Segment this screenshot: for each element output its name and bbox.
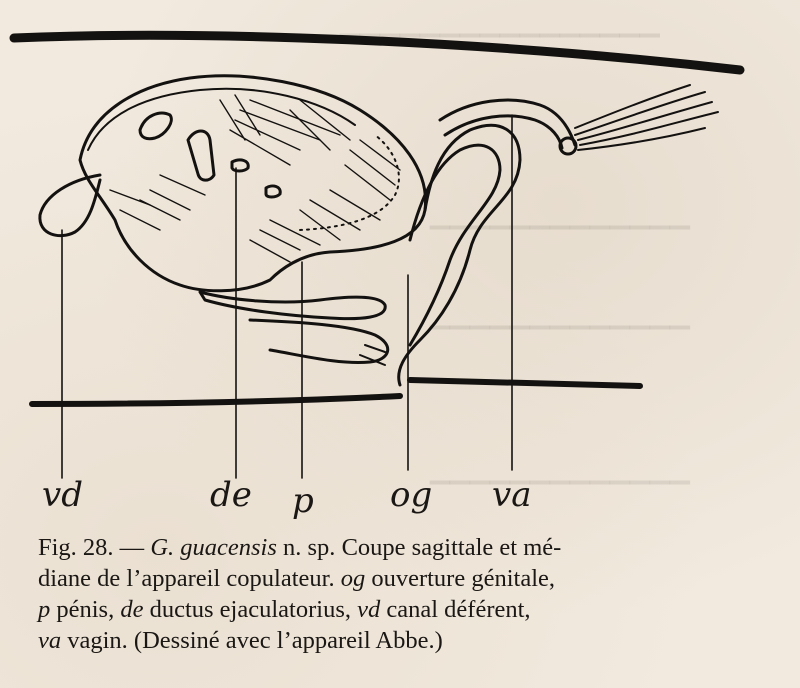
lower-bulb bbox=[250, 320, 388, 363]
caption-line1-text: Coupe sagittale et mé- bbox=[335, 534, 562, 561]
muscle-hatching bbox=[110, 95, 400, 262]
caption-fig-number: Fig. 28. — bbox=[38, 534, 145, 561]
caption-vd-text: canal déférent, bbox=[380, 596, 531, 623]
tube-4 bbox=[266, 186, 280, 197]
ventral-wall-line-left bbox=[32, 396, 400, 404]
caption-p-text: pénis, bbox=[50, 596, 121, 623]
dotted-contour bbox=[300, 135, 399, 230]
label-og: og bbox=[390, 475, 433, 515]
figure-caption bbox=[38, 532, 758, 656]
caption-species: G. guacensis bbox=[150, 534, 277, 561]
dorsal-wall-line bbox=[14, 35, 740, 70]
caption-de: de bbox=[120, 596, 144, 623]
caption-line2-text: diane de l’appareil copulateur. bbox=[38, 565, 341, 592]
caption-species-suffix: n. sp. bbox=[276, 534, 336, 561]
bleed-through-texture: ▁▁▁▁▁▁▁▁▁▁▁▁▁ bbox=[430, 200, 690, 230]
tube-1 bbox=[140, 113, 171, 139]
caption-va: va bbox=[38, 627, 62, 654]
label-pointer-lines bbox=[62, 115, 512, 478]
tube-2 bbox=[188, 131, 214, 180]
caption-line-1 bbox=[38, 532, 758, 563]
penis-lobe bbox=[200, 292, 385, 319]
tube-3 bbox=[232, 160, 248, 171]
ventral-wall-line-right bbox=[410, 380, 640, 386]
caption-og-text: ouverture génitale, bbox=[365, 565, 556, 592]
caption-p: p bbox=[38, 596, 51, 623]
bleed-through-texture: ▁▁▁▁▁▁▁▁▁▁▁▁▁ bbox=[430, 455, 690, 485]
vagina-duct bbox=[440, 100, 575, 145]
label-va: va bbox=[492, 475, 532, 515]
bleed-through-texture: ▁▁▁▁▁▁▁▁▁▁▁▁▁ bbox=[430, 300, 690, 330]
caption-vd: vd bbox=[357, 596, 381, 623]
caption-line-2 bbox=[38, 563, 758, 594]
caption-line-4 bbox=[38, 625, 758, 656]
bleed-through-texture: ▁▁▁▁▁▁▁▁▁▁▁▁▁▁▁▁ bbox=[340, 8, 660, 38]
label-p: p bbox=[292, 481, 314, 521]
caption-va-text: vagin. (Dessiné avec l’appareil Abbe.) bbox=[61, 627, 443, 654]
fiber-strands bbox=[575, 85, 718, 150]
caption-de-text: ductus ejaculatorius, bbox=[143, 596, 358, 623]
caption-og: og bbox=[340, 565, 366, 592]
label-de: de bbox=[210, 475, 252, 515]
label-vd: vd bbox=[42, 475, 83, 515]
caption-line-3 bbox=[38, 594, 758, 625]
